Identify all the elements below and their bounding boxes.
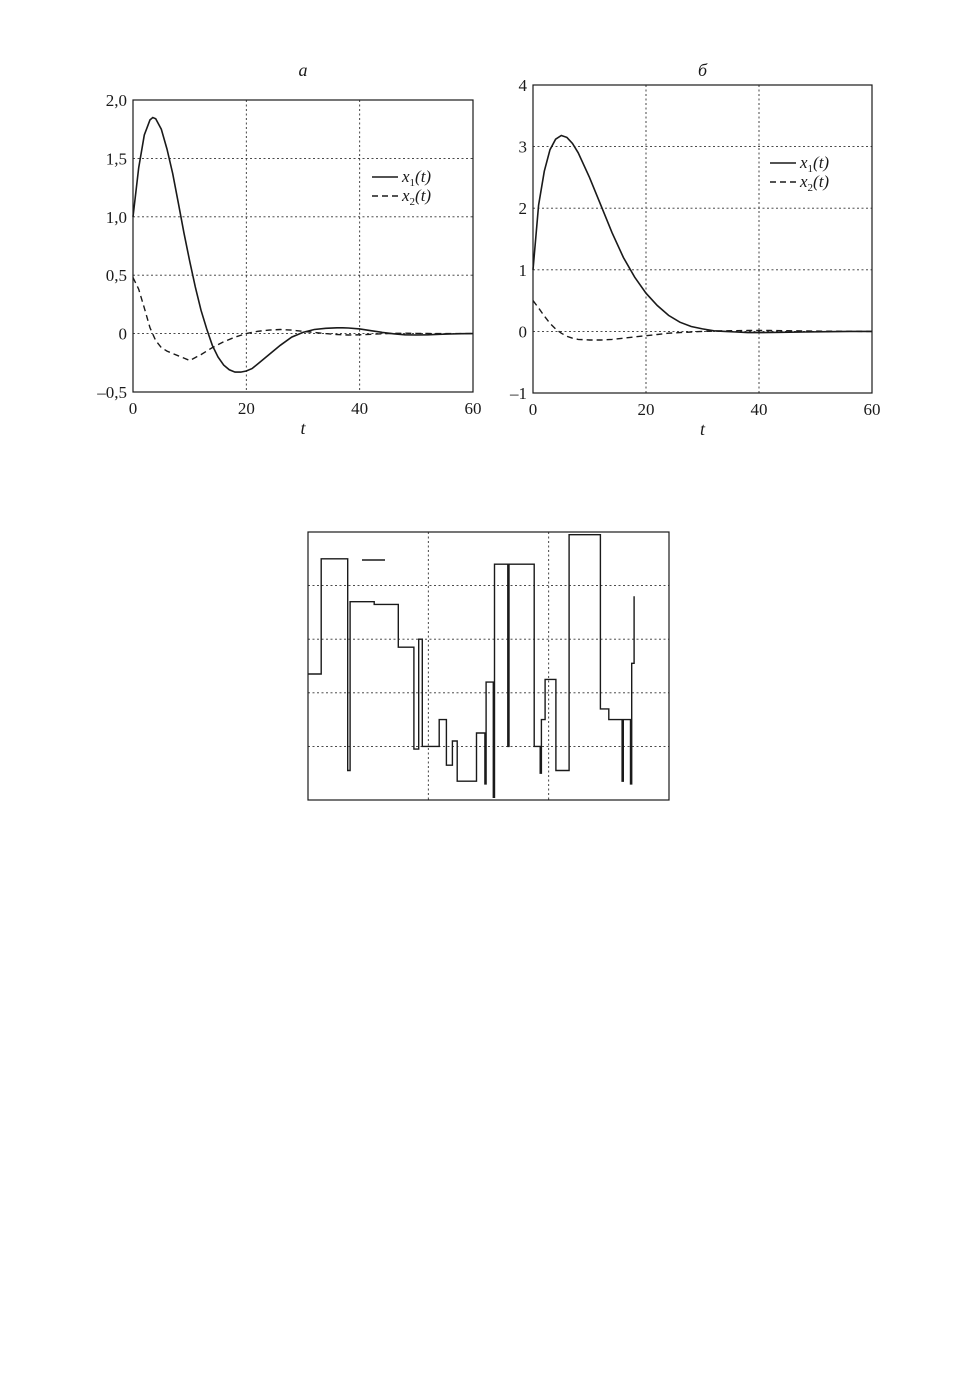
x-tick-label: 20 [237, 399, 255, 418]
plot-frame [308, 532, 669, 800]
plot-frame [133, 100, 473, 392]
legend-label: $x_1(t)$ [402, 167, 432, 189]
y-tick-label: 0,5 [105, 266, 127, 286]
y-tick-label: –0,5 [97, 383, 127, 402]
y-tick-label: 4 [518, 76, 527, 95]
y-tick-label: 1,0 [105, 207, 127, 227]
legend-label: $x_1(t)$ [800, 153, 830, 175]
x-tick-label: 60 [863, 400, 881, 419]
y-tick-label: 2 [518, 199, 527, 219]
x-tick-label: 20 [637, 400, 655, 419]
series-line-2 [533, 301, 872, 340]
x-axis-label: t [300, 418, 306, 438]
chart-panel-step [308, 532, 669, 800]
legend-label: $x_2(t)$ [402, 186, 432, 208]
y-tick-label: 0 [118, 324, 127, 344]
series-line-1 [308, 535, 634, 798]
x-tick-label: 0 [528, 400, 538, 419]
series-line-2 [133, 278, 473, 361]
x-tick-label: 40 [351, 399, 369, 418]
y-tick-label: 1 [518, 260, 527, 280]
x-tick-label: 60 [464, 399, 482, 418]
x-tick-label: 0 [128, 399, 138, 418]
chart-title: б [697, 60, 708, 80]
y-tick-label: –1 [510, 384, 527, 403]
chart-panel-a [96, 60, 481, 438]
y-tick-label: 3 [518, 137, 527, 157]
x-tick-label: 40 [750, 400, 768, 419]
chart-panel-b [509, 60, 881, 439]
plot-frame [533, 85, 872, 393]
y-tick-label: 2,0 [105, 91, 127, 110]
chart-title: а [298, 60, 308, 80]
y-tick-label: 1,5 [105, 149, 127, 169]
y-tick-label: 0 [518, 322, 527, 342]
x-axis-label: t [699, 419, 706, 439]
legend-label: $x_2(t)$ [800, 172, 830, 194]
